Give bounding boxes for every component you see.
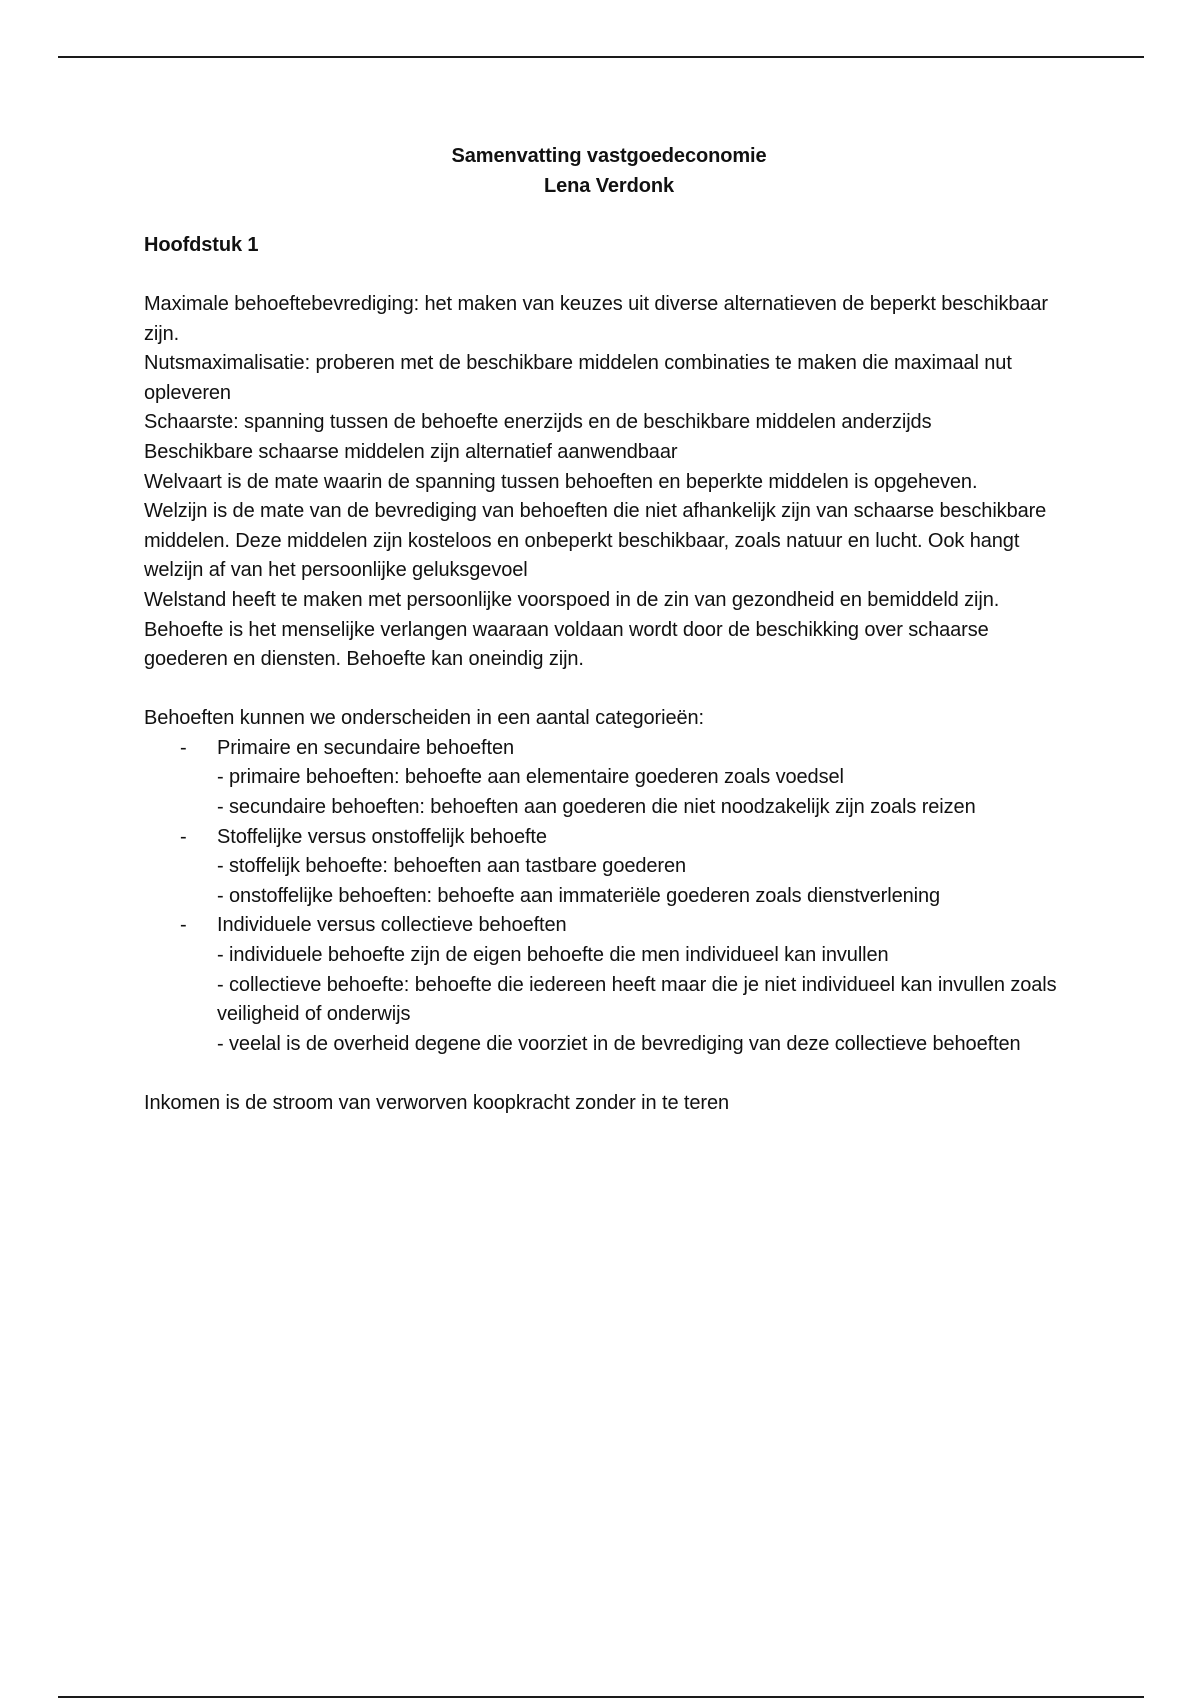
definition-paragraph: Beschikbare schaarse middelen zijn alternatief aanwendbaar [144, 440, 678, 463]
chapter-heading: Hoofdstuk 1 [144, 233, 259, 256]
category-item [144, 823, 1074, 912]
header-rule [58, 56, 1144, 58]
definition-paragraph: Welzijn is de mate van de bevrediging van behoeften die niet afhankelijk zijn van schaarse beschikbare middelen. Deze middelen zijn kosteloos en onbeperkt beschikbaar, zoals natuur en lucht. Ook hangt welzijn af van het persoonlijke geluksgevoel [144, 500, 1047, 582]
subcategory-item: - stoffelijk behoefte: behoeften aan tastbare goederen [217, 855, 687, 878]
definition-paragraph: Behoefte is het menselijke verlangen waaraan voldaan wordt door de beschikking over schaarse goederen en diensten. Behoefte kan oneindig zijn. [144, 618, 989, 671]
document-title: Samenvatting vastgoedeconomie [451, 145, 767, 167]
subcategory-item: - onstoffelijke behoeften: behoefte aan immateriële goederen zoals dienstverlening [217, 884, 941, 907]
category-item [144, 911, 1074, 1059]
footer-rule [58, 1696, 1144, 1698]
definition-paragraph: Welvaart is de mate waarin de spanning tussen behoeften en beperkte middelen is opgeheven. [144, 470, 978, 493]
definitions [144, 290, 1074, 675]
categories-intro: Behoeften kunnen we onderscheiden in een aantal categorieën: [144, 707, 704, 730]
definition-paragraph: Maximale behoeftebevrediging: het maken van keuzes uit diverse alternatieven de beperkt beschikbaar zijn. [144, 292, 1048, 345]
spacer [144, 675, 1074, 705]
subcategory-list [217, 763, 1074, 822]
document-author: Lena Verdonk [544, 174, 674, 197]
category-item [144, 734, 1074, 823]
subcategory-list [217, 941, 1074, 1059]
category-label: Primaire en secundaire behoeften [217, 736, 514, 759]
spacer [144, 1059, 1074, 1089]
bullet-dash: - [180, 914, 187, 937]
bullet-dash: - [180, 825, 187, 848]
definition-paragraph: Nutsmaximalisatie: proberen met de beschikbare middelen combinaties te maken die maximaal nut opleveren [144, 352, 1012, 404]
category-label: Stoffelijke versus onstoffelijk behoefte [217, 825, 547, 848]
subcategory-item: - secundaire behoeften: behoeften aan goederen die niet noodzakelijk zijn zoals reizen [217, 796, 976, 819]
definition-paragraph: Schaarste: spanning tussen de behoefte enerzijds en de beschikbare middelen anderzijds [144, 411, 932, 434]
bullet-dash: - [180, 736, 187, 759]
document-body [144, 142, 1074, 1119]
category-list [144, 734, 1074, 1060]
title-block [144, 142, 1074, 201]
definition-paragraph: Welstand heeft te maken met persoonlijke voorspoed in de zin van gezondheid en bemiddeld zijn. [144, 588, 1000, 611]
subcategory-list [217, 852, 1074, 911]
closing-paragraph: Inkomen is de stroom van verworven koopkracht zonder in te teren [144, 1092, 730, 1114]
subcategory-item: - veelal is de overheid degene die voorziet in de bevrediging van deze collectieve behoeften [217, 1032, 1021, 1055]
category-label: Individuele versus collectieve behoeften [217, 914, 567, 937]
subcategory-item: - individuele behoefte zijn de eigen behoefte die men individueel kan invullen [217, 944, 889, 967]
subcategory-item: - primaire behoeften: behoefte aan elementaire goederen zoals voedsel [217, 766, 844, 789]
subcategory-item: - collectieve behoefte: behoefte die iedereen heeft maar die je niet individueel kan invullen zoals veiligheid of onderwijs [217, 973, 1057, 1026]
